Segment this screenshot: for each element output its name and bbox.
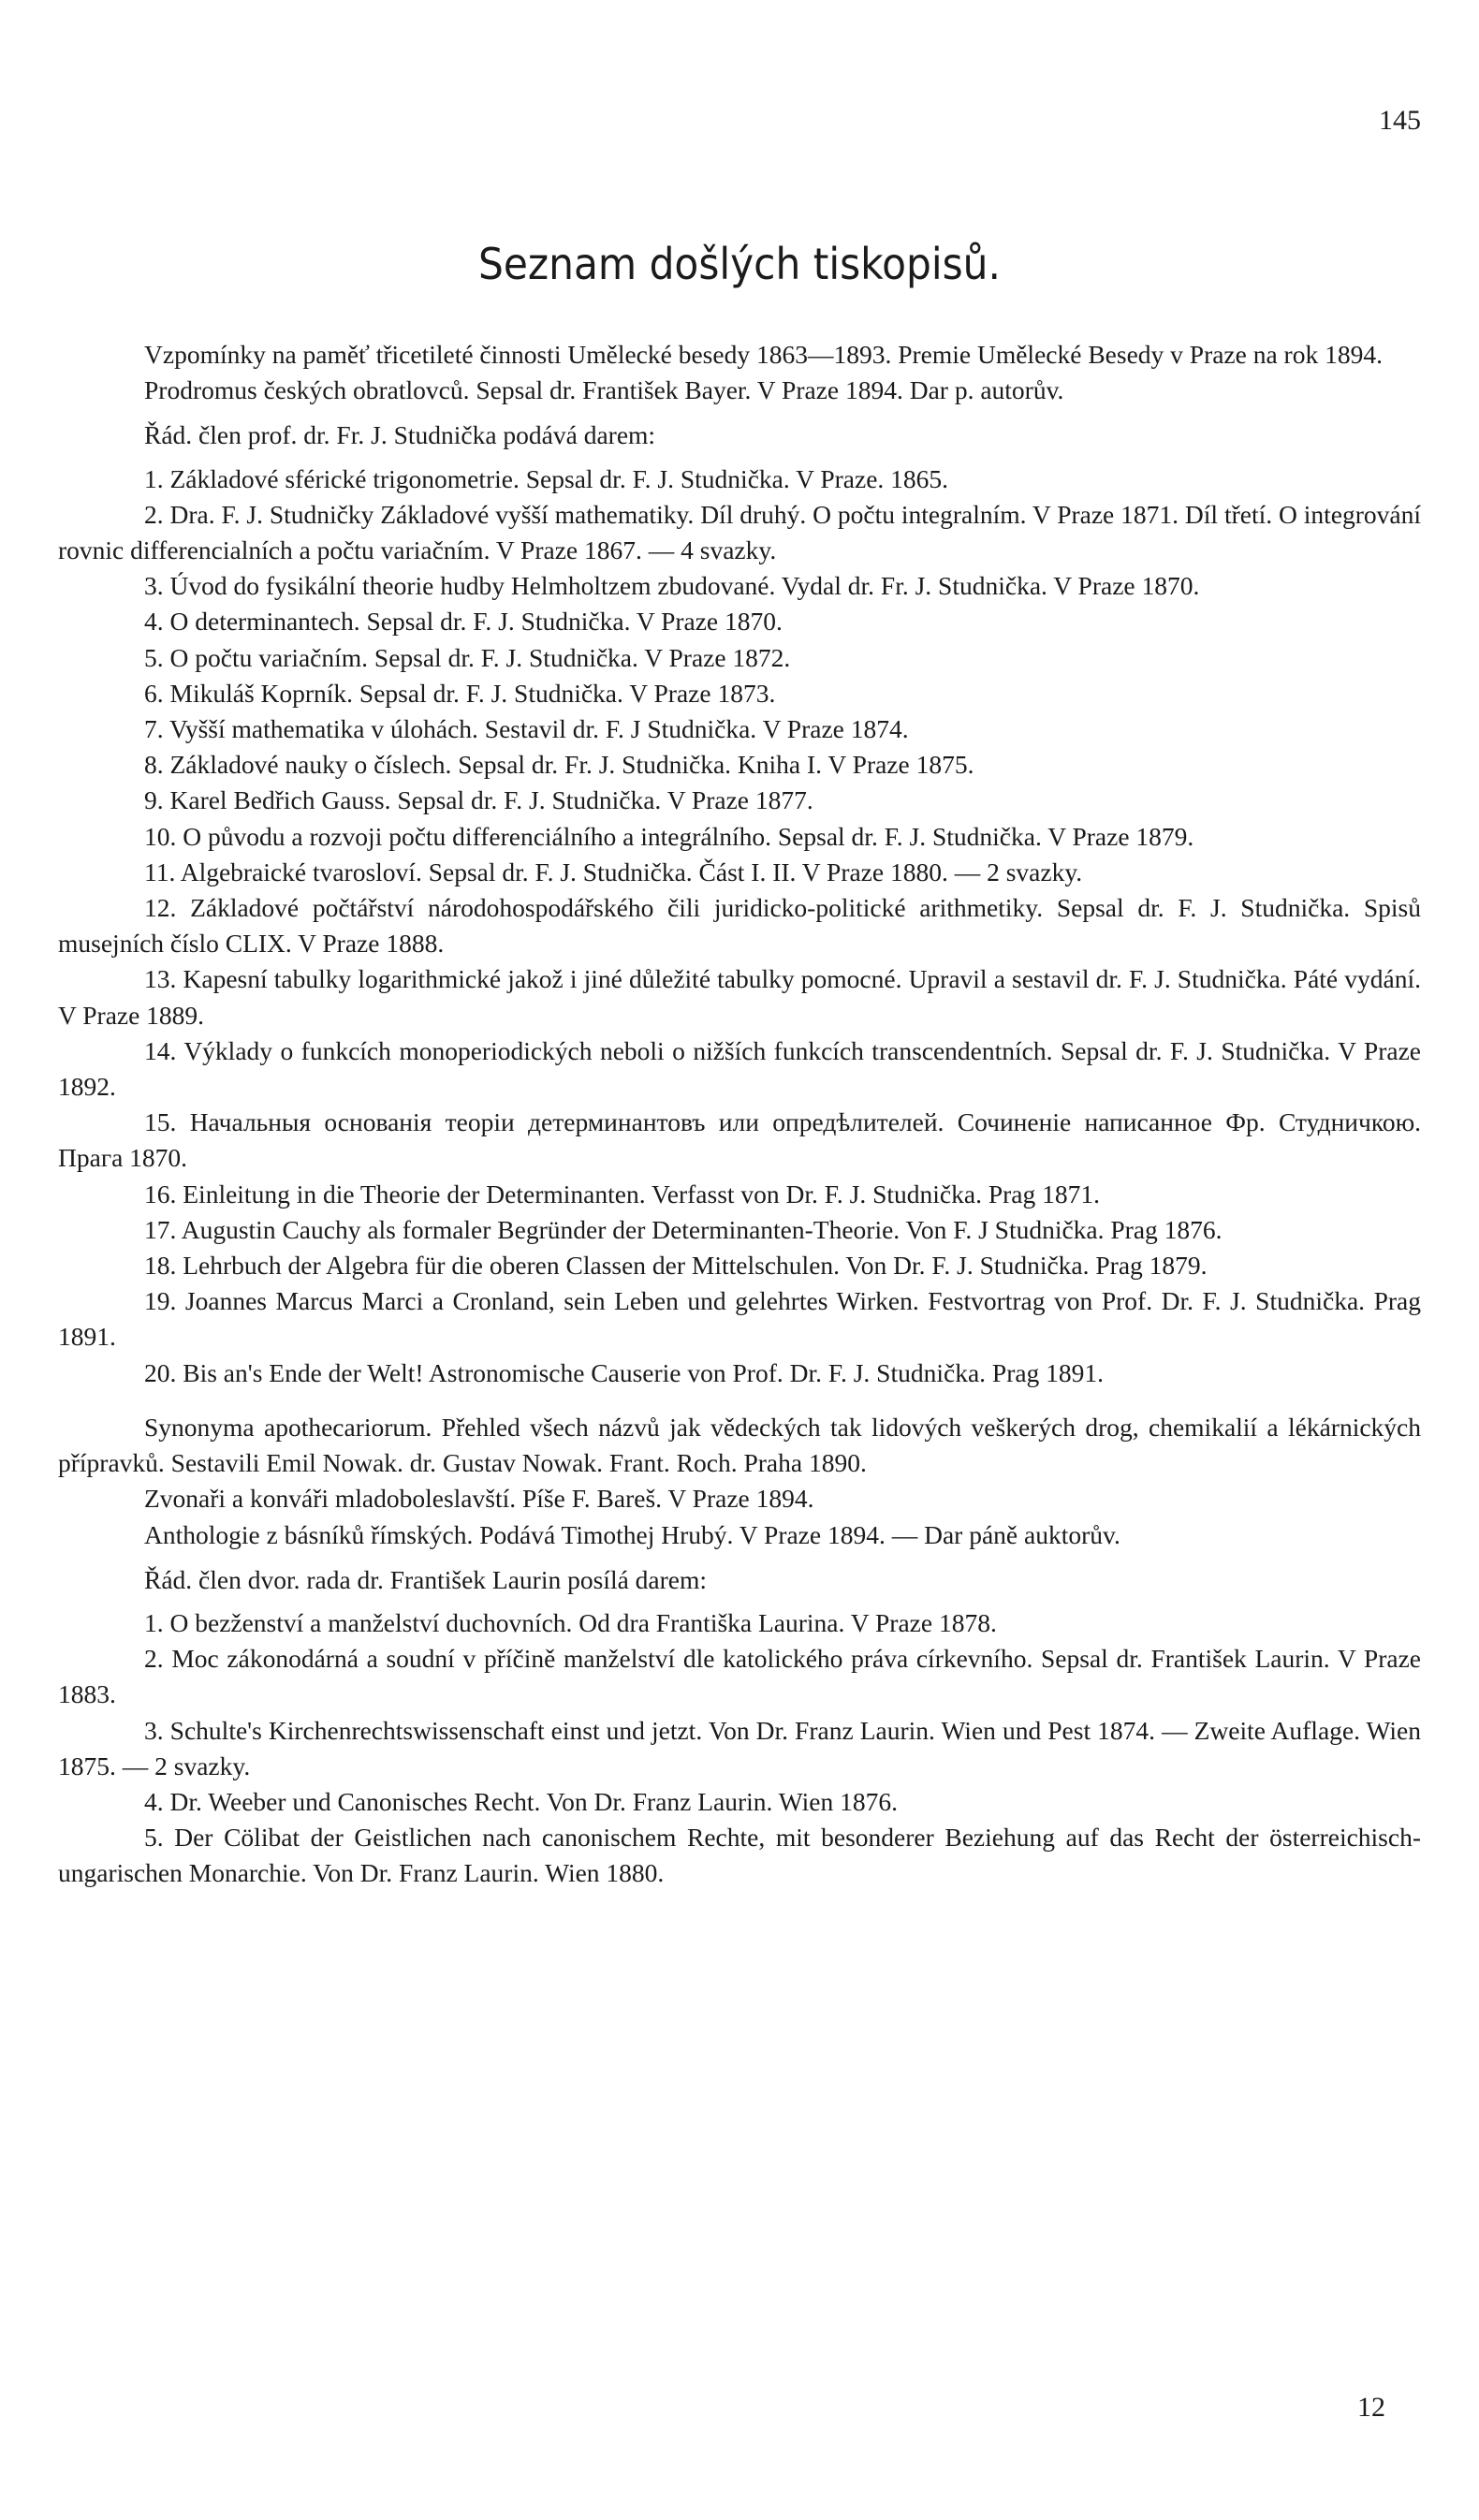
list-item: 2. Dra. F. J. Studničky Základové vyšší mathematiky. Díl druhý. O počtu integralním. V Praze 1871. Díl třetí. O integrování rovnic differencialních a počtu variačním. V Praze 1867. — 4 svazky. xyxy=(58,499,1421,565)
list-item: 13. Kapesní tabulky logarithmické jakož i jiné důležité tabulky pomocné. Upravil a sestavil dr. F. J. Studnička. Páté vydání. V Praze 1889. xyxy=(58,964,1421,1030)
entry: Vzpomínky na paměť třicetileté činnosti Umělecké besedy 1863—1893. Premie Umělecké Besedy v Praze na rok 1894. xyxy=(144,340,1383,369)
list-item: 9. Karel Bedřich Gauss. Sepsal dr. F. J. Studnička. V Praze 1877. xyxy=(144,785,813,815)
list-item: 4. Dr. Weeber und Canonisches Recht. Von Dr. Franz Laurin. Wien 1876. xyxy=(144,1786,898,1816)
list-item: 1. Základové sférické trigonometrie. Sepsal dr. F. J. Studnička. V Praze. 1865. xyxy=(144,463,949,493)
page-number: 145 xyxy=(1379,105,1421,136)
entry: Prodromus českých obratlovců. Sepsal dr. František Bayer. V Praze 1894. Dar p. autorův. xyxy=(144,375,1064,405)
list-item: 5. Der Cölibat der Geistlichen nach canonischem Rechte, mit besonderer Beziehung auf das Recht der österreichisch-ungarischen Monarchie. Von Dr. Franz Laurin. Wien 1880. xyxy=(58,1823,1421,1888)
list-item: 8. Základové nauky o číslech. Sepsal dr. Fr. J. Studnička. Kniha I. V Praze 1875. xyxy=(144,750,974,780)
section-heading: Řád. člen prof. dr. Fr. J. Studnička podává darem: xyxy=(144,420,656,450)
page-title: Seznam došlých tiskopisů. xyxy=(478,239,1001,289)
list-item: 20. Bis an's Ende der Welt! Astronomische Causerie von Prof. Dr. F. J. Studnička. Prag 1891. xyxy=(144,1357,1105,1387)
list-item: 10. O původu a rozvoji počtu differenciálního a integrálního. Sepsal dr. F. J. Studnička. V Praze 1879. xyxy=(144,821,1194,851)
list-item: 4. O determinantech. Sepsal dr. F. J. Studnička. V Praze 1870. xyxy=(144,607,783,637)
entry: Anthologie z básníků římských. Podává Timothej Hrubý. V Praze 1894. — Dar páně auktorův. xyxy=(144,1519,1120,1549)
list-item: 14. Výklady o funkcích monoperiodických neboli o nižších funkcích transcendentních. Sepsal dr. F. J. Studnička. V Praze 1892. xyxy=(58,1035,1421,1102)
section-heading: Řád. člen dvor. rada dr. František Laurin posílá darem: xyxy=(144,1564,708,1594)
list-item: 2. Moc zákonodárná a soudní v příčině manželství dle katolického práva církevního. Sepsal dr. František Laurin. V Praze 1883. xyxy=(58,1644,1421,1709)
entry: Zvonaři a konváři mladoboleslavští. Píše F. Bareš. V Praze 1894. xyxy=(144,1484,814,1514)
list-item: 16. Einleitung in die Theorie der Determinanten. Verfasst von Dr. F. J. Studnička. Prag 1871. xyxy=(144,1179,1100,1209)
list-item: 5. O počtu variačním. Sepsal dr. F. J. Studnička. V Praze 1872. xyxy=(144,642,791,672)
list-item: 19. Joannes Marcus Marci a Cronland, sein Leben und gelehrtes Wirken. Festvortrag von Prof. Dr. F. J. Studnička. Prag 1891. xyxy=(58,1286,1421,1352)
list-item: 18. Lehrbuch der Algebra für die oberen Classen der Mittelschulen. Von Dr. F. J. Studnička. Prag 1879. xyxy=(144,1251,1208,1281)
list-item: 17. Augustin Cauchy als formaler Begründer der Determinanten-Theorie. Von F. J Studnička. Prag 1876. xyxy=(144,1214,1223,1244)
list-item: 3. Schulte's Kirchenrechtswissenschaft einst und jetzt. Von Dr. Franz Laurin. Wien und Pest 1874. — Zweite Auflage. Wien 1875. — 2 svazky. xyxy=(58,1715,1421,1780)
list-item: 6. Mikuláš Koprník. Sepsal dr. F. J. Studnička. V Praze 1873. xyxy=(144,678,776,708)
entry: Synonyma apothecariorum. Přehled všech názvů jak vědeckých tak lidových veškerých drog, chemikalií a lékárnických přípravků. Sestavili Emil Nowak. dr. Gustav Nowak. Frant. Roch. Praha 1890. xyxy=(58,1412,1421,1478)
list-item: 12. Základové počtářství národohospodářského čili juridicko-politické arithmetiky. Sepsal dr. F. J. Studnička. Spisů musejních číslo CLIX. V Praze 1888. xyxy=(58,893,1421,959)
signature-mark: 12 xyxy=(1357,2392,1385,2423)
list-item: 7. Vyšší mathematika v úlohách. Sestavil dr. F. J Studnička. V Praze 1874. xyxy=(144,714,909,744)
list-item: 1. O bezženství a manželství duchovních. Od dra Františka Laurina. V Praze 1878. xyxy=(144,1607,997,1637)
document-body xyxy=(58,337,1421,1892)
list-item: 3. Úvod do fysikální theorie hudby Helmholtzem zbudované. Vydal dr. Fr. J. Studnička. V Praze 1870. xyxy=(144,571,1200,601)
list-item: 11. Algebraické tvarosloví. Sepsal dr. F. J. Studnička. Část I. II. V Praze 1880. — 2 svazky. xyxy=(144,857,1083,886)
list-item: 15. Начальныя основанія теоріи детерминантовъ или опредѣлителей. Сочиненіе написанное Фр. Студничкою. Прага 1870. xyxy=(58,1107,1421,1173)
